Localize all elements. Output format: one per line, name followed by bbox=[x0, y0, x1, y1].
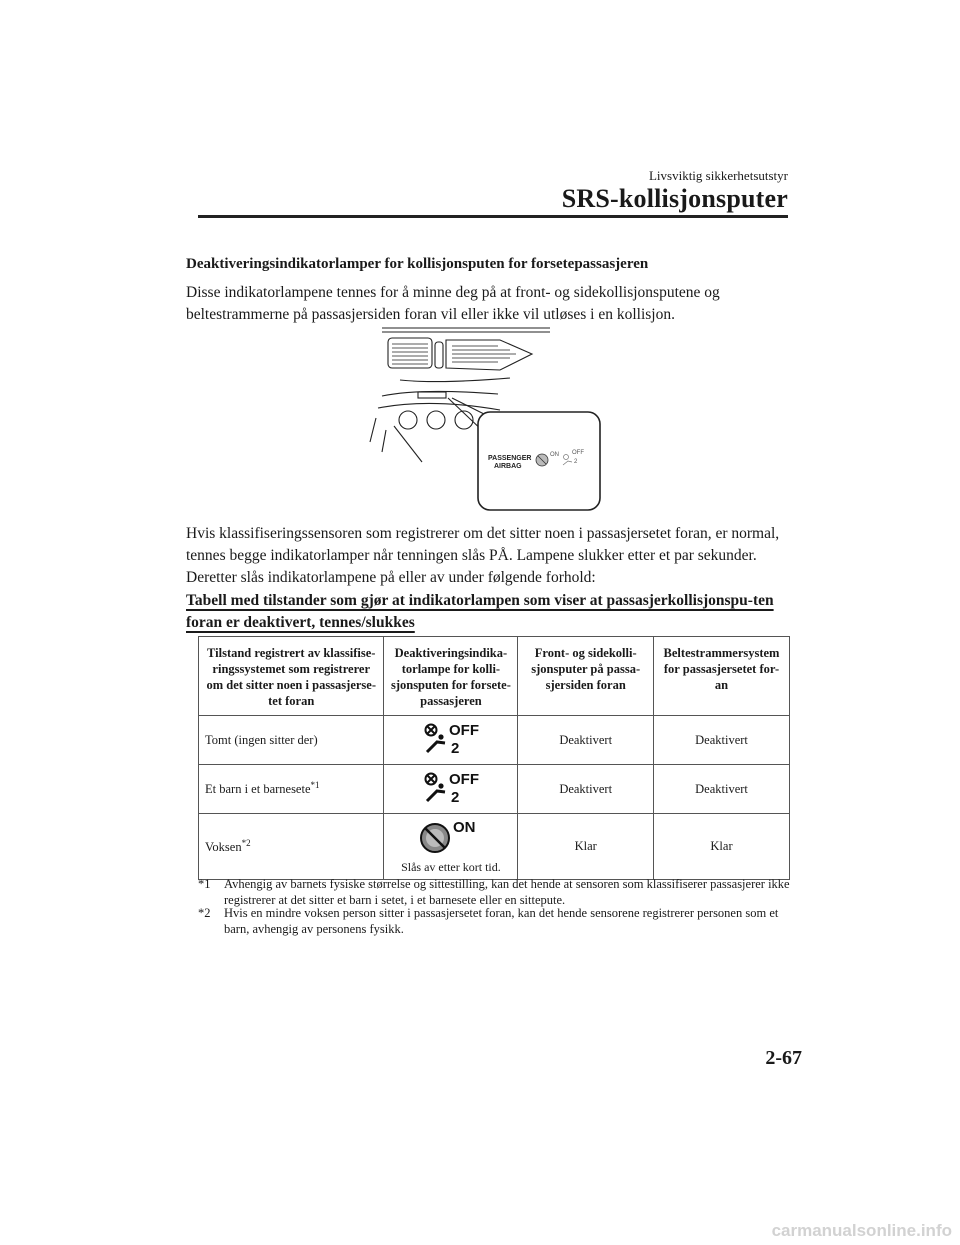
fig-label-line1: PASSENGER bbox=[488, 455, 532, 462]
cell-indicator bbox=[384, 716, 518, 765]
section-name: Livsviktig sikkerhetsutstyr bbox=[648, 168, 788, 183]
indicator-table bbox=[198, 636, 790, 880]
table-row bbox=[199, 814, 790, 880]
cell-airbags: Deaktivert bbox=[518, 716, 654, 765]
page-number: 2-67 bbox=[765, 1047, 802, 1069]
header-condition: Tilstand registrert av klassifise-ringssystemet som registrerer om det sitter noen i passasjerse-tet foran bbox=[199, 637, 384, 716]
footnote-mark: *1 bbox=[198, 877, 211, 891]
cell-pretensioner: Klar bbox=[654, 814, 790, 880]
lamp-num-text: 2 bbox=[450, 789, 460, 805]
fig-off-text: OFF bbox=[572, 450, 584, 456]
footnote-mark: *2 bbox=[198, 906, 211, 920]
header-pretensioner: Beltestrammersystem for passasjersetet for-an bbox=[654, 637, 790, 716]
cell-condition: Voksen$^{*2}$ bbox=[199, 814, 384, 880]
intro-paragraph: Disse indikatorlampene tennes for å minne deg på at front- og sidekollisjonsputene og beltestrammerne på passasjersiden foran vil eller ikke vil utløses i en kollisjon. bbox=[186, 284, 720, 323]
cell-pretensioner: Deaktivert bbox=[654, 765, 790, 814]
table-header-row bbox=[199, 637, 790, 716]
cell-indicator bbox=[384, 765, 518, 814]
airbag-on-icon bbox=[413, 818, 489, 854]
footnote-2 bbox=[198, 905, 794, 937]
lamp-on-text: ON bbox=[452, 819, 476, 836]
lamp-off-text: OFF bbox=[448, 771, 479, 788]
section-heading: Deaktiveringsindikatorlamper for kollisjonsputen for forsetepassasjeren bbox=[186, 256, 649, 272]
footnote-text: Avhengig av barnets fysiske størrelse og sittestilling, kan det hende at sensoren som klassifiserer passasjerer ikke registrerer at det sitter et barn i setet, i et barnesete eller en sittepute. bbox=[224, 877, 790, 907]
cell-indicator bbox=[384, 814, 518, 880]
table-row bbox=[199, 716, 790, 765]
airbag-off-icon bbox=[419, 769, 483, 805]
footnote-1 bbox=[198, 876, 794, 908]
cell-airbags: Klar bbox=[518, 814, 654, 880]
fig-on-text: ON bbox=[550, 452, 559, 458]
fig-label-line2: AIRBAG bbox=[494, 463, 522, 470]
cell-condition: Et barn i et barnesete$^{*1}$ bbox=[199, 765, 384, 814]
header-rule bbox=[198, 215, 788, 218]
cell-airbags: Deaktivert bbox=[518, 765, 654, 814]
lamp-num-text: 2 bbox=[450, 740, 460, 756]
dashboard-illustration bbox=[360, 322, 610, 512]
footnote-text: Hvis en mindre voksen person sitter i passasjersetet foran, kan det hende sensorene registrerer personen som et barn, avhengig av personens fysikk. bbox=[224, 906, 779, 936]
header-airbags: Front- og sidekolli-sjonsputer på passa-sjersiden foran bbox=[518, 637, 654, 716]
cell-condition: Tomt (ingen sitter der) bbox=[199, 716, 384, 765]
lamp-note: Slås av etter kort tid. bbox=[401, 860, 501, 874]
airbag-off-icon bbox=[419, 720, 483, 756]
table-title: Tabell med tilstander som gjør at indikatorlampen som viser at passasjerkollisjonspu-ten foran er deaktivert, tennes/slukkes bbox=[186, 592, 774, 631]
watermark: carmanualsonline.info bbox=[771, 1221, 952, 1240]
cell-pretensioner: Deaktivert bbox=[654, 716, 790, 765]
chapter-title: SRS-kollisjonsputer bbox=[561, 184, 788, 213]
sensor-paragraph: Hvis klassifiseringssensoren som registrerer om det sitter noen i passasjersetet foran, er normal, tennes begge indikatorlamper når tenningen slås PÅ. Lampene slukker etter et par sekunder. Deretter slås indikatorlampene på eller av under følgende forhold: bbox=[186, 525, 780, 586]
header-indicator: Deaktiveringsindika-torlampe for kolli-sjonsputen for forsete-passasjeren bbox=[384, 637, 518, 716]
lamp-off-text: OFF bbox=[448, 722, 479, 739]
fig-num-text: 2 bbox=[574, 459, 578, 465]
table-row bbox=[199, 765, 790, 814]
